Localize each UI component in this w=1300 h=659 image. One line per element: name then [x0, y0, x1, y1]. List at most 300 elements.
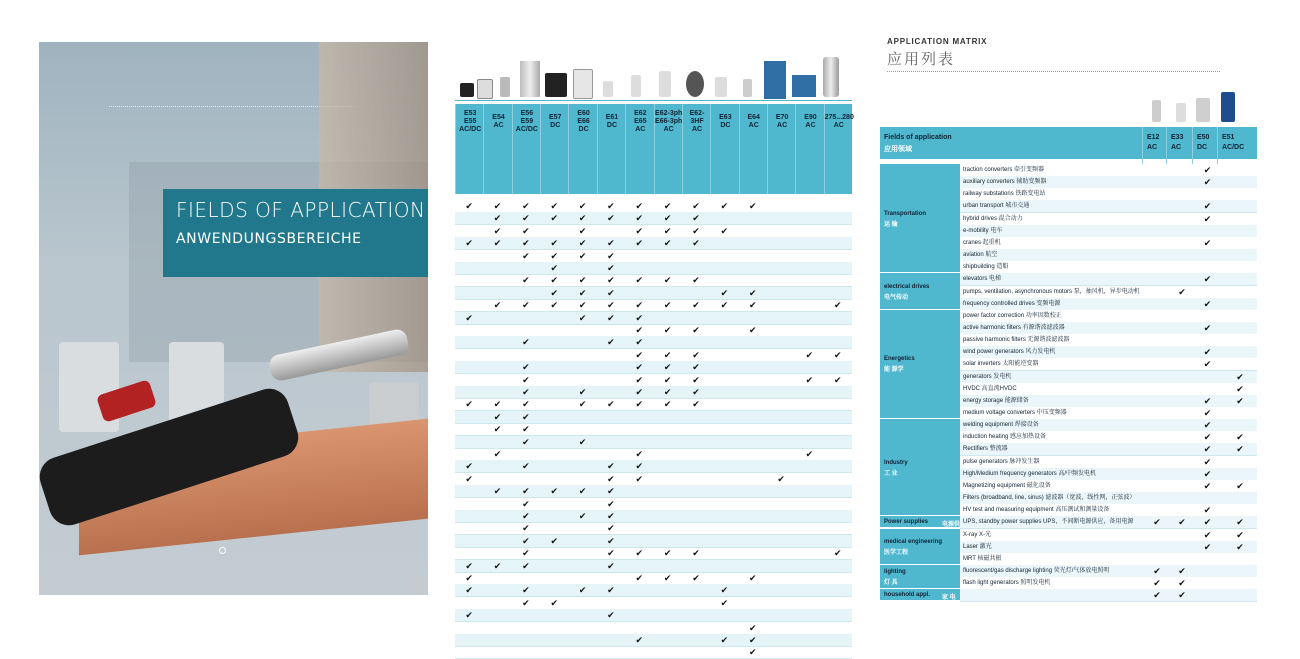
check-mark-icon: ✔	[550, 263, 559, 273]
category-label: Power supplies	[884, 519, 929, 526]
check-mark-icon: ✔	[805, 374, 814, 385]
check-mark-icon: ✔	[1203, 298, 1212, 309]
category-label: Transportation	[884, 210, 927, 217]
category-cell	[880, 164, 960, 273]
check-mark-icon: ✔	[607, 312, 615, 323]
matrix-row	[960, 577, 1257, 590]
check-mark-icon: ✔	[1203, 541, 1212, 552]
column-header: E53 E55 AC/DC	[455, 104, 484, 194]
dotted-rule	[887, 71, 1220, 72]
check-mark-icon: ✔	[1236, 541, 1244, 552]
product-image	[792, 75, 816, 97]
check-mark-icon: ✔	[635, 399, 644, 410]
check-mark-icon: ✔	[720, 585, 729, 596]
check-mark-icon: ✔	[1203, 420, 1212, 431]
check-mark-icon: ✔	[550, 300, 559, 311]
product-image	[500, 77, 510, 97]
check-mark-icon: ✔	[522, 399, 530, 410]
check-mark-icon: ✔	[635, 473, 644, 484]
matrix-row	[960, 237, 1257, 250]
application-label: shipbuilding 造船	[963, 264, 1009, 271]
matrix-row	[960, 383, 1257, 396]
check-mark-icon: ✔	[493, 399, 502, 410]
table-row	[455, 485, 852, 498]
matrix-row	[960, 407, 1257, 420]
header-rule	[455, 100, 852, 101]
check-mark-icon: ✔	[493, 225, 502, 236]
table-row	[455, 609, 852, 622]
category-label: lighting	[884, 569, 906, 576]
matrix-row	[960, 286, 1257, 299]
application-label: welding equipment 焊接设备	[963, 422, 1039, 429]
check-mark-icon: ✔	[663, 225, 672, 236]
check-mark-icon: ✔	[635, 387, 644, 397]
matrix-row	[960, 346, 1257, 359]
page-marker-icon	[219, 547, 226, 554]
check-mark-icon: ✔	[635, 275, 644, 286]
check-mark-icon: ✔	[493, 300, 502, 311]
matrix-row	[960, 334, 1257, 347]
table-row	[455, 460, 852, 473]
check-mark-icon: ✔	[465, 585, 473, 596]
check-mark-icon: ✔	[465, 399, 473, 410]
check-mark-icon: ✔	[692, 548, 700, 559]
matrix-row	[960, 419, 1257, 432]
column-header: 275...280 AC	[824, 104, 853, 194]
check-mark-icon: ✔	[578, 238, 587, 249]
matrix-title-cn: 应用列表	[887, 51, 956, 68]
application-label: HVDC 高直流HVDC	[963, 385, 1017, 392]
check-mark-icon: ✔	[748, 287, 757, 298]
matrix-row	[960, 529, 1257, 542]
check-mark-icon: ✔	[550, 250, 559, 261]
check-mark-icon: ✔	[805, 449, 814, 459]
table-row	[455, 274, 852, 287]
table-row	[455, 200, 852, 213]
check-mark-icon: ✔	[1203, 517, 1212, 528]
check-mark-icon: ✔	[522, 374, 530, 385]
header-label: Fields of application	[884, 134, 952, 141]
check-mark-icon: ✔	[635, 461, 644, 472]
check-mark-icon: ✔	[1236, 529, 1244, 540]
table-row	[455, 299, 852, 312]
check-mark-icon: ✔	[550, 238, 559, 249]
check-mark-icon: ✔	[635, 213, 644, 224]
check-mark-icon: ✔	[834, 300, 842, 311]
check-mark-icon: ✔	[635, 238, 644, 249]
matrix-row	[960, 468, 1257, 481]
application-label: railway substations 铁路变电站	[963, 191, 1046, 198]
check-mark-icon: ✔	[465, 473, 473, 484]
check-mark-icon: ✔	[522, 213, 530, 224]
matrix-row	[960, 553, 1257, 566]
check-mark-icon: ✔	[1178, 517, 1186, 528]
matrix-row	[960, 298, 1257, 311]
check-mark-icon: ✔	[834, 548, 842, 559]
check-mark-icon: ✔	[578, 486, 587, 497]
matrix-row	[960, 541, 1257, 554]
check-mark-icon: ✔	[663, 362, 672, 373]
table-row	[455, 646, 852, 659]
check-mark-icon: ✔	[1153, 517, 1161, 528]
check-mark-icon: ✔	[1203, 322, 1212, 333]
application-label: active harmonic filters 有源谐波滤波器	[963, 324, 1065, 331]
dotted-rule	[109, 106, 354, 107]
check-mark-icon: ✔	[493, 449, 502, 459]
table-row	[455, 522, 852, 535]
check-mark-icon: ✔	[465, 461, 473, 472]
check-mark-icon: ✔	[493, 486, 502, 497]
check-mark-icon: ✔	[465, 201, 473, 211]
product-image	[764, 61, 786, 99]
check-mark-icon: ✔	[550, 213, 559, 224]
column-header: E62- 3HF AC	[682, 104, 711, 194]
application-label: pumps, ventilation, asynchronous motors 泵，抽风机，异步电动机	[963, 288, 1140, 295]
check-mark-icon: ✔	[692, 374, 700, 385]
category-cell	[880, 273, 960, 309]
matrix-row	[960, 456, 1257, 469]
check-mark-icon: ✔	[493, 213, 502, 224]
application-label: power factor correction 功率因数校正	[963, 312, 1062, 319]
application-label: High/Medium frequency generators 高/中频发电机	[963, 470, 1097, 477]
check-mark-icon: ✔	[635, 573, 644, 583]
check-mark-icon: ✔	[550, 201, 559, 211]
check-mark-icon: ✔	[522, 411, 530, 422]
column-header: E62 E65 AC	[625, 104, 654, 194]
cover-photo	[39, 42, 428, 595]
check-mark-icon: ✔	[748, 201, 757, 211]
category-label: Energetics	[884, 356, 915, 363]
column-header: E61 DC	[597, 104, 626, 194]
column-header: E50 DC	[1197, 134, 1210, 151]
check-mark-icon: ✔	[1203, 408, 1212, 418]
matrix-row	[960, 164, 1257, 177]
product-image	[477, 79, 493, 99]
application-label: medium voltage converters 中压变频器	[963, 410, 1067, 416]
check-mark-icon: ✔	[550, 287, 559, 298]
check-mark-icon: ✔	[550, 275, 559, 286]
check-mark-icon: ✔	[522, 424, 530, 435]
check-mark-icon: ✔	[1203, 165, 1212, 175]
check-mark-icon: ✔	[692, 399, 700, 410]
product-image	[659, 71, 671, 97]
check-mark-icon: ✔	[607, 300, 615, 311]
check-mark-icon: ✔	[522, 461, 530, 472]
application-label: passive harmonic filters 无源谐波滤波器	[963, 337, 1070, 344]
check-mark-icon: ✔	[522, 300, 530, 311]
matrix-row	[960, 395, 1257, 408]
column-header: E90 AC	[795, 104, 824, 194]
check-mark-icon: ✔	[493, 560, 502, 571]
check-mark-icon: ✔	[1178, 565, 1186, 576]
application-label: e-mobility 电车	[963, 227, 1003, 234]
check-mark-icon: ✔	[1203, 177, 1212, 188]
application-label: auxiliary converters 辅助变频器	[963, 179, 1047, 186]
product-image	[631, 75, 641, 97]
check-mark-icon: ✔	[1203, 274, 1212, 285]
check-mark-icon: ✔	[1178, 578, 1186, 589]
table-row	[455, 250, 852, 263]
check-mark-icon: ✔	[607, 337, 615, 348]
matrix-row	[960, 504, 1257, 517]
matrix-row	[960, 176, 1257, 189]
matrix-row	[960, 322, 1257, 335]
matrix-row	[960, 225, 1257, 238]
table-row	[455, 436, 852, 449]
matrix-row	[960, 249, 1257, 262]
check-mark-icon: ✔	[692, 349, 700, 360]
check-mark-icon: ✔	[635, 225, 644, 236]
product-image	[573, 69, 593, 99]
column-header: E54 AC	[483, 104, 512, 194]
matrix-row	[960, 188, 1257, 201]
check-mark-icon: ✔	[578, 275, 587, 286]
table-row	[455, 622, 852, 635]
application-label: cranes 起重机	[963, 239, 1001, 246]
check-mark-icon: ✔	[692, 362, 700, 373]
check-mark-icon: ✔	[834, 374, 842, 385]
check-mark-icon: ✔	[607, 201, 615, 211]
application-label: Magnetizing equipment 磁化设备	[963, 482, 1051, 489]
check-mark-icon: ✔	[607, 213, 615, 224]
check-mark-icon: ✔	[663, 213, 672, 224]
check-mark-icon: ✔	[663, 238, 672, 249]
check-mark-icon: ✔	[1236, 480, 1244, 491]
table-row	[455, 547, 852, 560]
matrix-row	[960, 213, 1257, 226]
table-row	[455, 597, 852, 610]
check-mark-icon: ✔	[578, 300, 587, 311]
check-mark-icon: ✔	[522, 511, 530, 521]
page-title: FIELDS OF APPLICATION	[176, 198, 426, 222]
check-mark-icon: ✔	[635, 201, 644, 211]
check-mark-icon: ✔	[777, 473, 785, 484]
check-mark-icon: ✔	[748, 573, 757, 583]
check-mark-icon: ✔	[692, 325, 700, 335]
check-mark-icon: ✔	[692, 275, 700, 286]
check-mark-icon: ✔	[692, 225, 700, 236]
check-mark-icon: ✔	[522, 436, 530, 447]
page-subtitle: ANWENDUNGSBEREICHE	[176, 231, 362, 247]
table-row	[455, 374, 852, 387]
check-mark-icon: ✔	[493, 238, 502, 249]
column-header: E57 DC	[540, 104, 569, 194]
check-mark-icon: ✔	[578, 225, 587, 236]
column-header: E33 AC	[1171, 134, 1184, 151]
application-label: solar inverters 太阳能逆变器	[963, 361, 1039, 368]
check-mark-icon: ✔	[607, 461, 615, 472]
check-mark-icon: ✔	[635, 548, 644, 559]
matrix-title: APPLICATION MATRIX	[887, 37, 988, 46]
check-mark-icon: ✔	[663, 387, 672, 397]
check-mark-icon: ✔	[607, 535, 615, 546]
application-label: UPS, standby power supplies UPS，不间断电源供应，备用电源	[963, 519, 1134, 526]
column-header: E70 AC	[767, 104, 796, 194]
category-label-cn: 医学工程	[884, 549, 909, 556]
matrix-row	[960, 358, 1257, 371]
check-mark-icon: ✔	[578, 399, 587, 410]
check-mark-icon: ✔	[607, 238, 615, 249]
application-label: Laser 激光	[963, 543, 992, 550]
check-mark-icon: ✔	[578, 250, 587, 261]
check-mark-icon: ✔	[663, 201, 672, 211]
check-mark-icon: ✔	[748, 622, 757, 633]
product-image	[520, 61, 540, 97]
check-mark-icon: ✔	[465, 610, 473, 621]
application-label: X-ray X-光	[963, 531, 992, 538]
application-label: induction heating 感应加热设备	[963, 434, 1047, 441]
check-mark-icon: ✔	[522, 560, 530, 571]
application-label: elevators 电梯	[963, 276, 1002, 283]
check-mark-icon: ✔	[663, 349, 672, 360]
column-header: E63 DC	[710, 104, 739, 194]
check-mark-icon: ✔	[1203, 213, 1212, 224]
check-mark-icon: ✔	[578, 436, 587, 447]
check-mark-icon: ✔	[663, 573, 672, 583]
check-mark-icon: ✔	[1203, 444, 1212, 455]
product-image	[1176, 103, 1186, 122]
application-label: flash light generators 照明发电机	[963, 580, 1051, 587]
check-mark-icon: ✔	[1203, 237, 1212, 248]
check-mark-icon: ✔	[493, 411, 502, 422]
check-mark-icon: ✔	[607, 287, 615, 298]
check-mark-icon: ✔	[635, 325, 644, 335]
matrix-row	[960, 589, 1257, 602]
check-mark-icon: ✔	[663, 275, 672, 286]
application-label: HV test and measuring equipment 高压测试和测量设备	[963, 507, 1110, 514]
check-mark-icon: ✔	[692, 387, 700, 397]
check-mark-icon: ✔	[465, 560, 473, 571]
product-application-table	[455, 55, 854, 658]
check-mark-icon: ✔	[1236, 383, 1244, 394]
category-cell	[880, 565, 960, 589]
check-mark-icon: ✔	[607, 585, 615, 596]
check-mark-icon: ✔	[635, 635, 644, 645]
check-mark-icon: ✔	[578, 585, 587, 596]
check-mark-icon: ✔	[1203, 505, 1212, 516]
check-mark-icon: ✔	[550, 535, 559, 546]
table-row	[455, 312, 852, 325]
table-row	[455, 535, 852, 548]
product-image	[686, 71, 704, 97]
matrix-row	[960, 565, 1257, 578]
check-mark-icon: ✔	[1203, 432, 1212, 443]
check-mark-icon: ✔	[607, 486, 615, 497]
check-mark-icon: ✔	[1203, 480, 1212, 491]
column-header: E12 AC	[1147, 134, 1160, 151]
column-header: E64 AC	[739, 104, 768, 194]
check-mark-icon: ✔	[607, 610, 615, 621]
application-label: MRT 核磁共振	[963, 555, 1002, 562]
product-image	[715, 77, 727, 97]
check-mark-icon: ✔	[607, 263, 615, 273]
application-label	[960, 592, 963, 598]
check-mark-icon: ✔	[578, 287, 587, 298]
table-row	[455, 398, 852, 411]
check-mark-icon: ✔	[522, 362, 530, 373]
table-row	[455, 510, 852, 523]
product-image	[1221, 92, 1235, 122]
matrix-row	[960, 492, 1257, 505]
application-label: fluorescent/gas discharge lighting 荧光灯/气体放电照明	[963, 567, 1110, 574]
category-cell	[880, 419, 960, 516]
check-mark-icon: ✔	[522, 548, 530, 559]
check-mark-icon: ✔	[748, 325, 757, 335]
check-mark-icon: ✔	[635, 374, 644, 385]
check-mark-icon: ✔	[578, 312, 587, 323]
matrix-row	[960, 261, 1257, 274]
check-mark-icon: ✔	[607, 275, 615, 286]
check-mark-icon: ✔	[748, 300, 757, 311]
check-mark-icon: ✔	[1203, 529, 1212, 540]
check-mark-icon: ✔	[1203, 395, 1212, 406]
check-mark-icon: ✔	[578, 511, 587, 521]
check-mark-icon: ✔	[834, 349, 842, 360]
check-mark-icon: ✔	[1203, 201, 1212, 212]
check-mark-icon: ✔	[692, 201, 700, 211]
table-row	[455, 386, 852, 399]
check-mark-icon: ✔	[465, 238, 473, 249]
check-mark-icon: ✔	[692, 573, 700, 583]
check-mark-icon: ✔	[663, 374, 672, 385]
check-mark-icon: ✔	[663, 399, 672, 410]
application-label: energy storage 能源储备	[963, 397, 1029, 404]
product-image	[545, 73, 567, 97]
check-mark-icon: ✔	[522, 535, 530, 546]
category-label-cn: 能 源学	[884, 367, 904, 374]
table-row	[455, 361, 852, 374]
check-mark-icon: ✔	[522, 201, 530, 211]
check-mark-icon: ✔	[522, 250, 530, 261]
check-mark-icon: ✔	[607, 250, 615, 261]
check-mark-icon: ✔	[550, 597, 559, 608]
product-image	[743, 79, 752, 97]
matrix-row	[960, 443, 1257, 456]
application-label: pulse generators 脉冲发生器	[963, 458, 1040, 465]
matrix-row	[960, 480, 1257, 493]
matrix-row	[960, 200, 1257, 213]
check-mark-icon: ✔	[493, 424, 502, 435]
check-mark-icon: ✔	[607, 399, 615, 410]
table-row	[455, 423, 852, 436]
check-mark-icon: ✔	[1153, 565, 1161, 576]
table-row	[455, 212, 852, 225]
check-mark-icon: ✔	[663, 325, 672, 335]
category-label: medical engineering	[884, 538, 943, 545]
application-label: traction converters 牵引变频器	[963, 167, 1045, 173]
check-mark-icon: ✔	[635, 362, 644, 373]
application-label: hybrid drives 混合动力	[963, 215, 1023, 222]
check-mark-icon: ✔	[692, 300, 700, 311]
check-mark-icon: ✔	[607, 523, 615, 534]
matrix-row	[960, 431, 1257, 444]
check-mark-icon: ✔	[578, 201, 587, 211]
check-mark-icon: ✔	[1236, 517, 1244, 528]
check-mark-icon: ✔	[522, 486, 530, 497]
matrix-row	[960, 310, 1257, 323]
matrix-row	[960, 371, 1257, 384]
check-mark-icon: ✔	[1236, 432, 1244, 443]
category-label: electrical drives	[884, 283, 930, 290]
column-header: E51 AC/DC	[1222, 134, 1245, 151]
check-mark-icon: ✔	[522, 387, 530, 397]
check-mark-icon: ✔	[720, 225, 729, 236]
check-mark-icon: ✔	[663, 300, 672, 311]
check-mark-icon: ✔	[522, 275, 530, 286]
check-mark-icon: ✔	[607, 473, 615, 484]
check-mark-icon: ✔	[522, 523, 530, 534]
category-label-cn: 电源供	[942, 522, 961, 529]
